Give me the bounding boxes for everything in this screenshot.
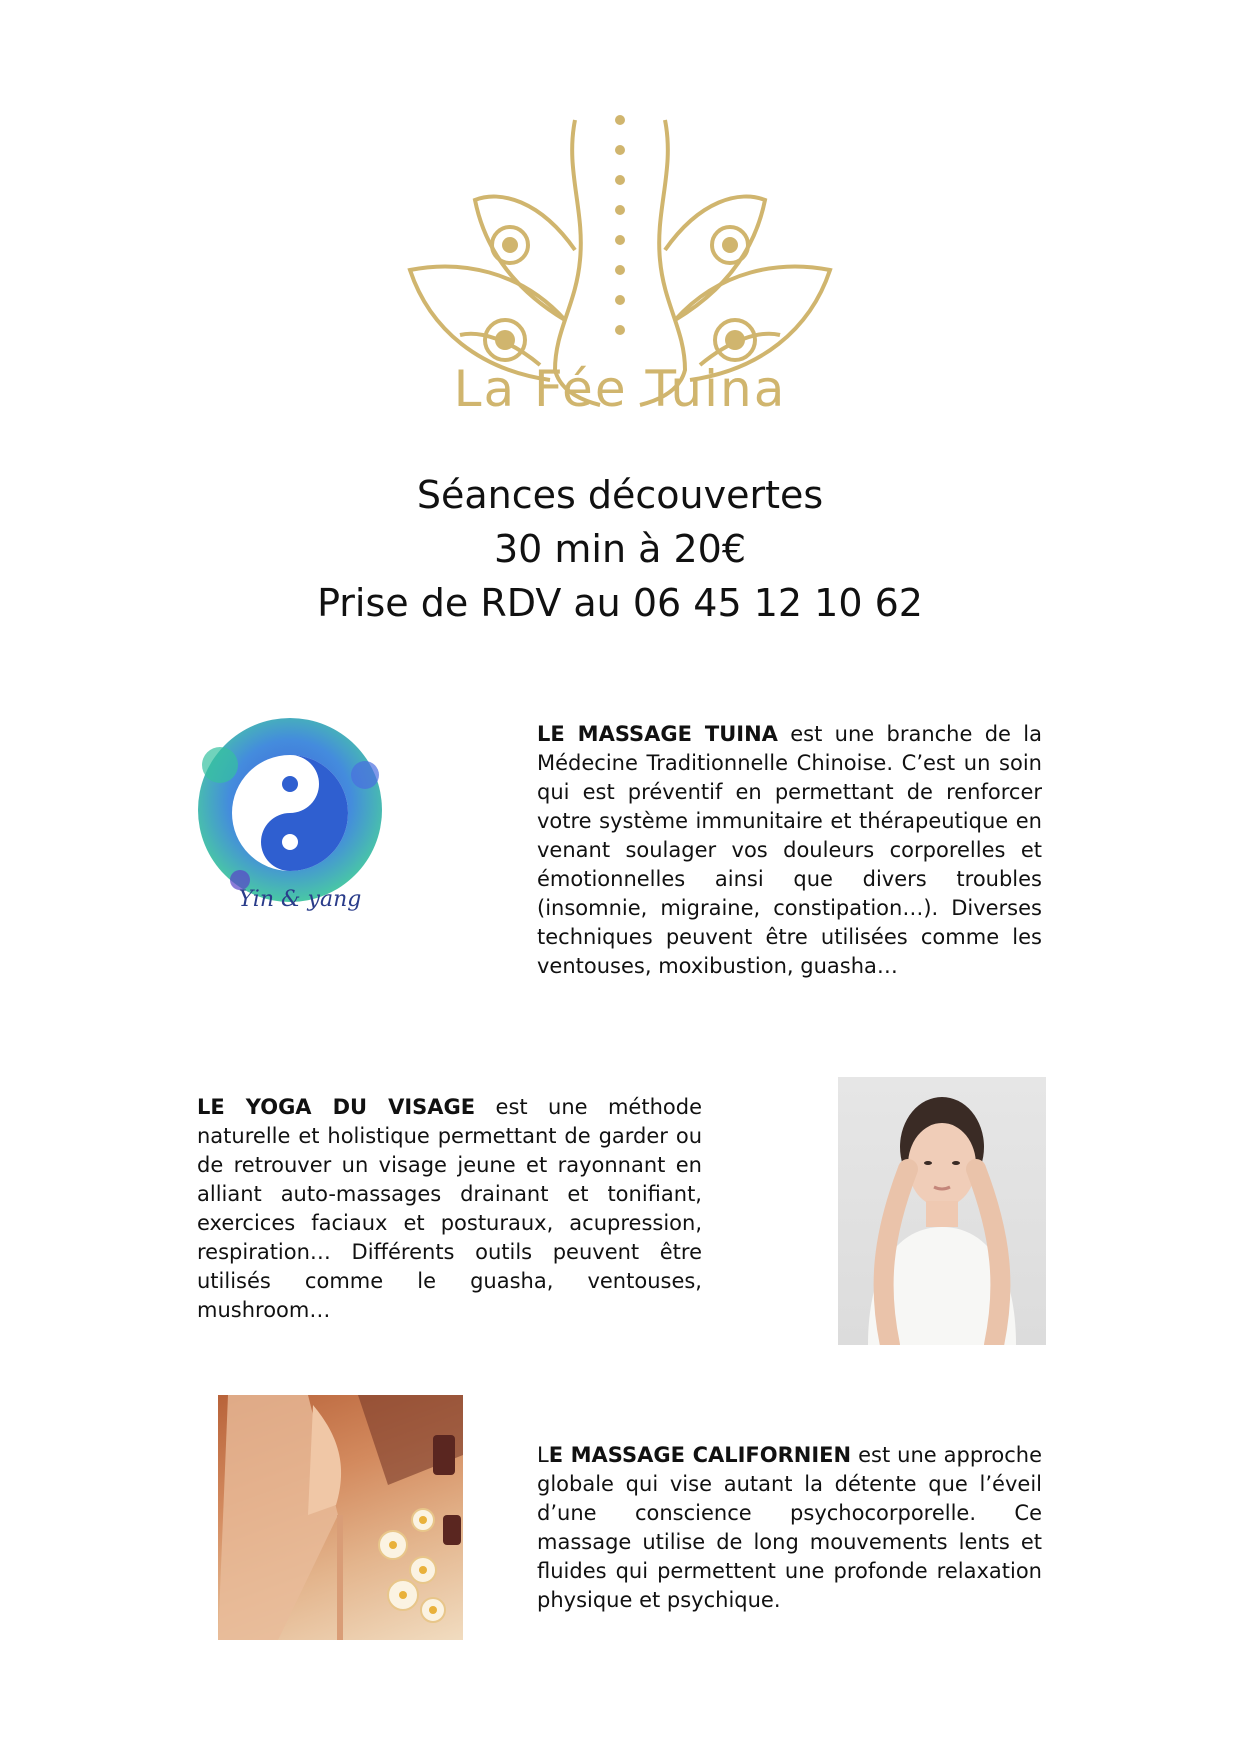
massage-illustration (218, 1395, 463, 1640)
tuina-text: est une branche de la Médecine Traditionnelle Chinoise. C’est un soin qui est préventif en permettant de renforcer votre système immunitaire et thérapeutique en venant soulager vos douleurs corporelles et émotionnelles ainsi que divers troubles (insomnie, migraine, constipation…). Diverses techniques peuvent être utilisées comme les ventouses, moxibustion, guasha… (537, 722, 1042, 978)
face-yoga-photo (838, 1077, 1046, 1345)
headline-title: Séances découvertes (416, 473, 824, 517)
californian-text: est une approche globale qui vise autant la détente que l’éveil d’une conscience psychocorporelle. Ce massage utilise de long mouvements lents et fluides qui permettent une profonde relaxation physique et psychique. (537, 1443, 1043, 1612)
headline-booking: Prise de RDV au 06 45 12 10 62 (317, 581, 923, 625)
yoga-text: est une méthode naturelle et holistique permettant de garder ou de retrouver un visage jeune et rayonnant en alliant auto-massages drainant et tonifiant, exercices faciaux et posturaux, acupression, respiration… Différents outils peuvent être utilisés comme le guasha, ventouses, mushroom… (197, 1095, 702, 1322)
yoga-title: LE YOGA DU VISAGE (197, 1095, 476, 1119)
woman-illustration (838, 1077, 1046, 1345)
californian-massage-photo (218, 1395, 463, 1640)
californian-title-prefix: L (537, 1443, 549, 1467)
yoga-description (197, 1093, 702, 1325)
headline-price: 30 min à 20€ (493, 527, 747, 571)
tuina-title: LE MASSAGE TUINA (537, 722, 778, 746)
yin-yang-caption: Yin & yang (238, 887, 362, 912)
tuina-description (537, 720, 1042, 981)
californian-description (537, 1441, 1042, 1615)
brand-name: La Fée Tuina (453, 360, 787, 418)
californian-title: E MASSAGE CALIFORNIEN (548, 1443, 852, 1467)
